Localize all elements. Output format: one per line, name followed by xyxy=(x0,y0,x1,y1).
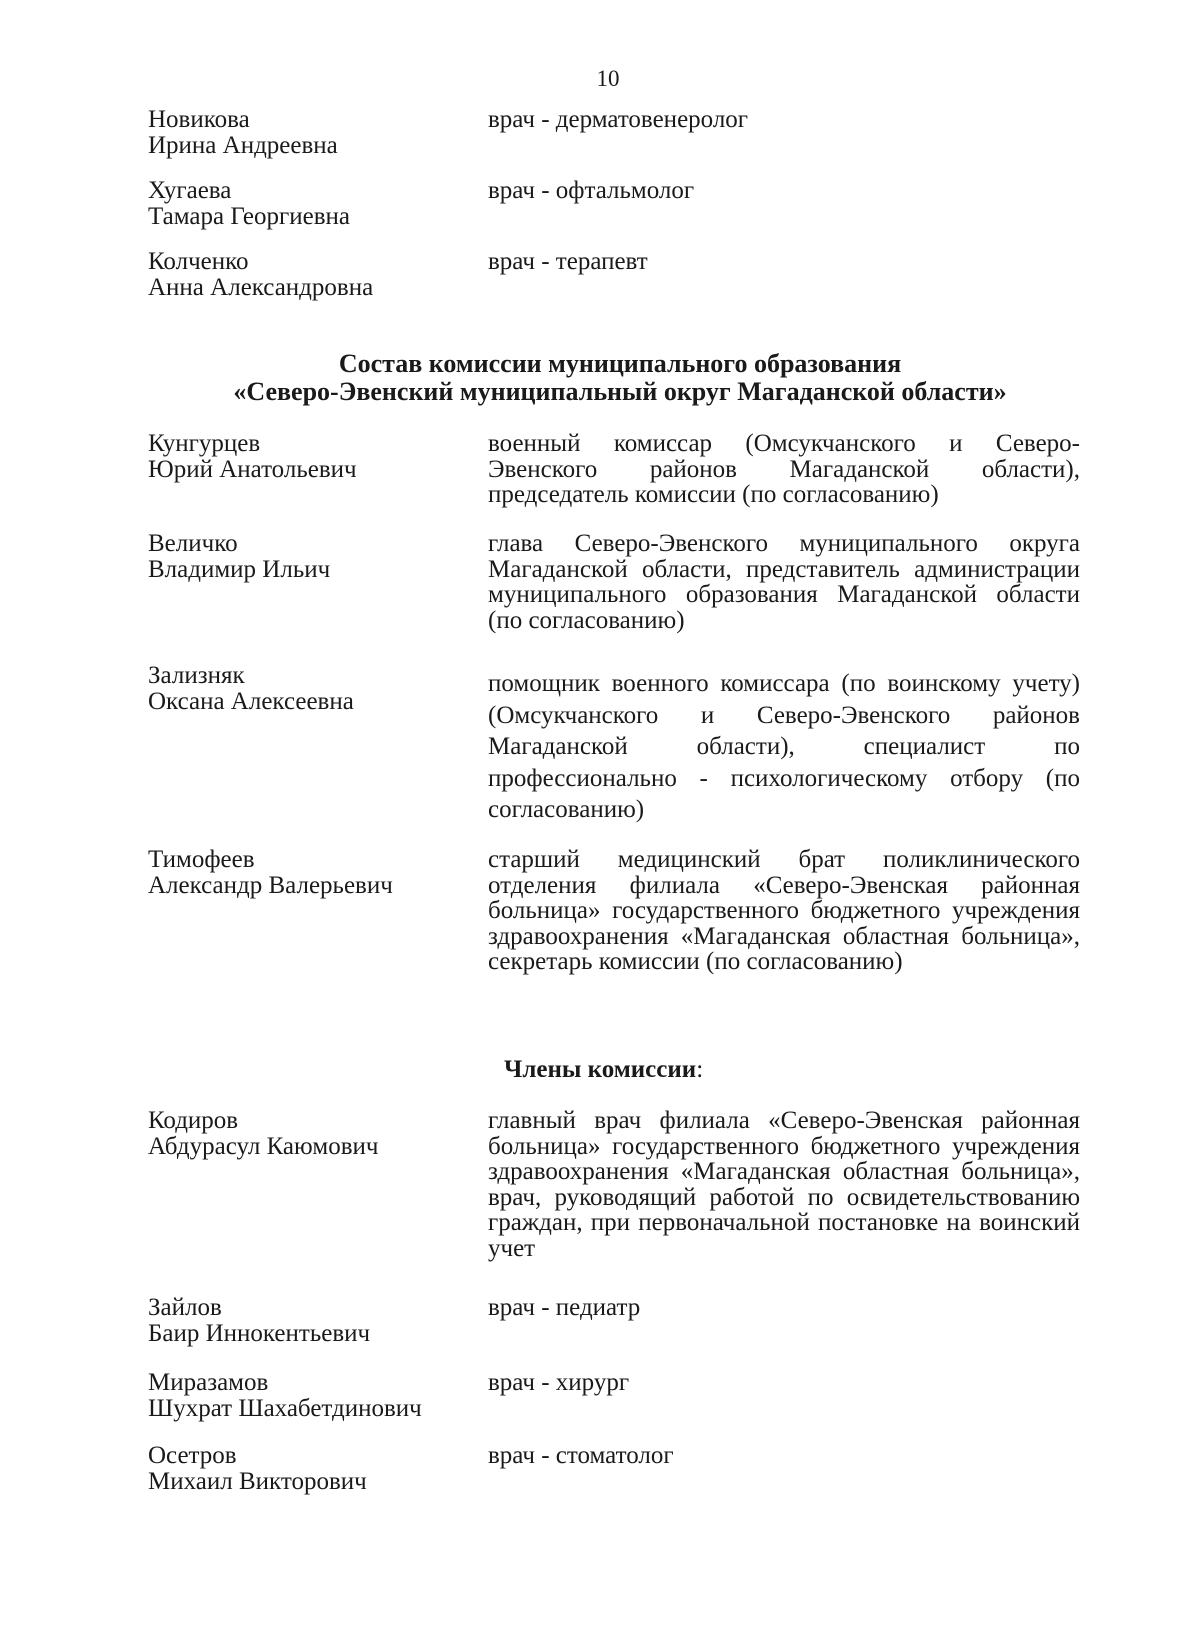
surname: Тимофеев xyxy=(148,846,255,873)
given-name: Юрий Анатольевич xyxy=(148,455,357,483)
person-name xyxy=(148,107,468,158)
members-heading-colon: : xyxy=(696,1056,704,1083)
person-role: старший медицинский брат поликлинического отделения филиала «Северо-Эвенская районная больница» государственного бюджетного учреждения здравоохранения «Магаданская областная больница», секретарь комиссии (по согласованию) xyxy=(488,846,1080,975)
section-heading xyxy=(0,350,1200,406)
person-name xyxy=(148,431,468,482)
person-name xyxy=(148,249,468,300)
surname: Колченко xyxy=(148,248,249,275)
person-role: врач - офтальмолог xyxy=(488,177,695,204)
person-name xyxy=(148,531,468,582)
person-role: врач - дерматовенеролог xyxy=(488,106,749,133)
given-name: Ирина Андреевна xyxy=(148,131,338,159)
given-name: Оксана Алексеевна xyxy=(148,687,354,715)
person-name xyxy=(148,1443,468,1494)
surname: Хугаева xyxy=(148,177,232,204)
given-name: Александр Валерьевич xyxy=(148,871,393,899)
surname: Новикова xyxy=(148,106,250,133)
surname: Зализняк xyxy=(148,662,245,689)
section-heading-line-2: «Северо-Эвенский муниципальный округ Магаданской области» xyxy=(233,377,1007,406)
surname: Кунгурцев xyxy=(148,430,261,457)
page-number: 10 xyxy=(596,66,620,91)
surname: Осетров xyxy=(148,1442,237,1469)
person-role: главный врач филиала «Северо-Эвенская районная больница» государственного бюджетного учреждения здравоохранения «Магаданская областная больница», врач, руководящий работой по освидетельствованию граждан, при первоначальной постановке на воинский учет xyxy=(488,1107,1080,1262)
surname: Зайлов xyxy=(148,1294,222,1321)
person-role: врач - хирург xyxy=(488,1369,630,1396)
given-name: Баир Иннокентьевич xyxy=(148,1319,371,1347)
given-name: Анна Александровна xyxy=(148,273,374,301)
given-name: Абдурасул Каюмович xyxy=(148,1132,379,1160)
members-heading xyxy=(504,1056,703,1084)
person-role: врач - педиатр xyxy=(488,1294,641,1321)
person-role: врач - стоматолог xyxy=(488,1442,674,1469)
surname: Величко xyxy=(148,530,238,557)
members-heading-text: Члены комиссии xyxy=(504,1056,697,1083)
surname: Миразамов xyxy=(148,1369,269,1396)
person-name xyxy=(148,847,468,898)
given-name: Шухрат Шахабетдинович xyxy=(148,1394,422,1422)
person-role: военный комиссар (Омсукчанского и Северо-Эвенского районов Магаданской области), председатель комиссии (по согласованию) xyxy=(488,430,1080,508)
section-heading-line-1: Состав комиссии муниципального образования xyxy=(338,349,902,378)
given-name: Владимир Ильич xyxy=(148,555,331,583)
surname: Кодиров xyxy=(148,1107,239,1134)
person-name xyxy=(148,1295,468,1346)
person-role: глава Северо-Эвенского муниципального округа Магаданской области, представитель администрации муниципального образования Магаданской области (по согласованию) xyxy=(488,530,1080,634)
person-name xyxy=(148,663,468,714)
person-role: помощник военного комиссара (по воинскому учету) (Омсукчанского и Северо-Эвенского районов Магаданской области), специалист по профессионально - психологическому отбору (по согласованию) xyxy=(488,670,1080,823)
person-name xyxy=(148,1370,468,1421)
person-role: врач - терапевт xyxy=(488,248,648,275)
given-name: Михаил Викторович xyxy=(148,1467,367,1495)
person-name xyxy=(148,1108,468,1159)
given-name: Тамара Георгиевна xyxy=(148,202,350,230)
person-name xyxy=(148,178,468,229)
